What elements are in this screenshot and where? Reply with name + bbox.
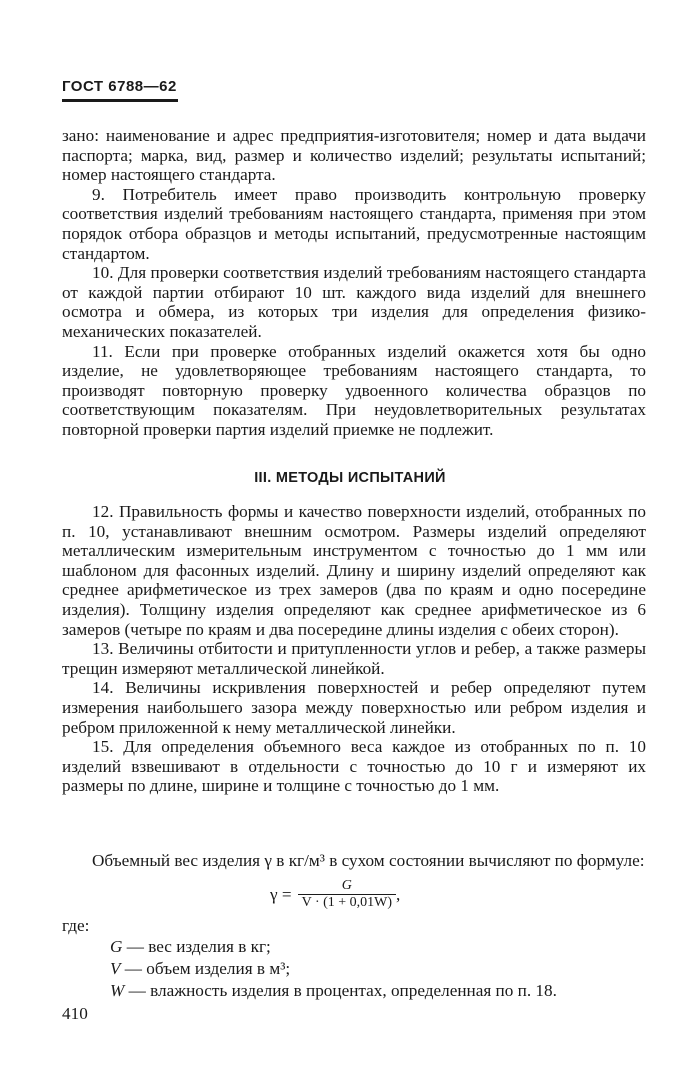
methods-paragraphs	[62, 502, 646, 796]
definitions-list	[110, 936, 650, 1002]
definition-text: — влажность изделия в процентах, определенная по п. 18.	[124, 981, 557, 1000]
paragraph-15: 15. Для определения объемного веса каждое из отобранных по п. 10 изделий взвешивают в отдельности с точностью до 10 г и измеряют их размеры по длине, ширине и толщине с точностью до 1 мм.	[62, 737, 646, 796]
document-header: ГОСТ 6788—62	[62, 78, 177, 95]
top-paragraphs	[62, 126, 646, 440]
formula-lhs: γ =	[270, 884, 292, 904]
definition-symbol: V	[110, 959, 121, 978]
definition-text: — объем изделия в м³;	[120, 959, 291, 978]
formula-fraction	[298, 878, 396, 911]
definition-symbol: G	[110, 937, 123, 956]
paragraph-10: 10. Для проверки соответствия изделий требованиям настоящего стандарта от каждой партии отбирают 10 шт. каждого вида изделий для внешнего осмотра и обмера, из которых три изделия для определения физико-механических показателей.	[62, 263, 646, 341]
paragraph-12: 12. Правильность формы и качество поверхности изделий, отобранных по п. 10, устанавливают внешним осмотром. Размеры изделий определяют металлическим измерительным инструментом с точностью до 1 мм или шаблоном для фасонных изделий. Длину и ширину изделий определяют как среднее арифметическое из трех замеров (два по краям и одно посередине изделия). Толщину изделия определяют как среднее арифметическое из 6 замеров (четыре по краям и два посередине длины изделия с обеих сторон).	[62, 502, 646, 639]
definition-text: — вес изделия в кг;	[122, 937, 271, 956]
formula-numerator: G	[341, 878, 352, 893]
paragraph-11: 11. Если при проверке отобранных изделий окажется хотя бы одно изделие, не удовлетворяющее требованиям настоящего стандарта, то производят повторную проверку удвоенного количества образцов по соответствующим показателям. При неудовлетворительных результатах повторной проверки партия изделий приемке не подлежит.	[62, 341, 646, 439]
formula-trail: ,	[396, 884, 401, 904]
definition-item	[110, 980, 650, 1002]
paragraph-14: 14. Величины искривления поверхностей и ребер определяют путем измерения наибольшего зазора между поверхностью или ребром изделия и ребром приложенной к нему металлической линейки.	[62, 678, 646, 737]
where-label: где:	[62, 916, 90, 935]
paragraph-continuation: зано: наименование и адрес предприятия-изготовителя; номер и дата выдачи паспорта; марка, вид, размер и количество изделий; результаты испытаний; номер настоящего стандарта.	[62, 126, 646, 185]
header-rule	[62, 99, 178, 102]
page-number: 410	[62, 1004, 88, 1023]
paragraph-9: 9. Потребитель имеет право производить контрольную проверку соответствия изделий требованиям настоящего стандарта, применяя при этом порядок отбора образцов и методы испытаний, предусмотренные настоящим стандартом.	[62, 184, 646, 263]
definition-item	[110, 936, 650, 958]
formula-denominator: V · (1 + 0,01W)	[301, 895, 393, 910]
definition-symbol: W	[110, 981, 125, 1000]
section-title: III. МЕТОДЫ ИСПЫТАНИЙ	[254, 470, 446, 486]
definition-item	[110, 958, 650, 980]
paragraph-13: 13. Величины отбитости и притупленности углов и ребер, а также размеры трещин измеряют металлической линейкой.	[62, 639, 646, 678]
density-formula	[270, 878, 400, 911]
formula-intro: Объемный вес изделия γ в кг/м³ в сухом состоянии вычисляют по формуле:	[92, 851, 645, 870]
